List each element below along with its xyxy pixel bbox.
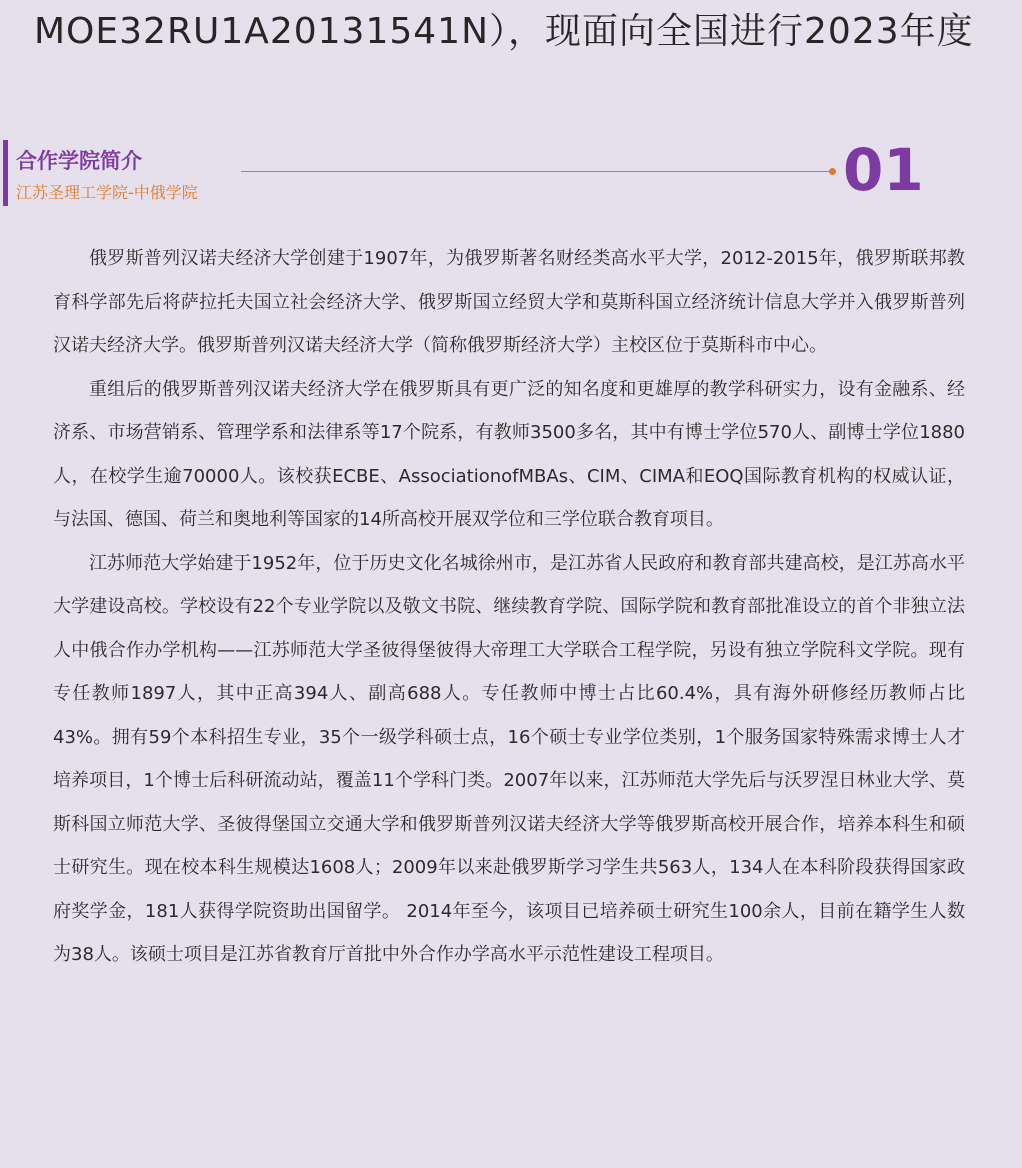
section-title: 合作学院简介 (16, 149, 142, 173)
section-divider-line (241, 171, 831, 172)
section-subtitle: 江苏圣理工学院-中俄学院 (16, 183, 198, 202)
paragraph-plekhanov-details: 重组后的俄罗斯普列汉诺夫经济大学在俄罗斯具有更广泛的知名度和更雄厚的教学科研实力，设有金融系、经济系、市场营销系、管理学系和法律系等17个院系，有教师3500多名，其中有博士学位570人、副博士学位1880人，在校学生逾70000人。该校获ECBE、AssociationofMBAs、CIM、CIMA和EOQ国际教育机构的权威认证，与法国、德国、荷兰和奥地利等国家的14所高校开展双学位和三学位联合教育项目。 (53, 378, 965, 530)
section-divider-dot (829, 168, 836, 175)
header-text-line: MOE32RU1A20131541N），现面向全国进行2023年度 (34, 11, 974, 52)
section-accent-bar (3, 140, 8, 206)
paragraph-plekhanov-intro: 俄罗斯普列汉诺夫经济大学创建于1907年，为俄罗斯著名财经类高水平大学，2012-2015年，俄罗斯联邦教育科学部先后将萨拉托夫国立社会经济大学、俄罗斯国立经贸大学和莫斯科国立经济统计信息大学并入俄罗斯普列汉诺夫经济大学。俄罗斯普列汉诺夫经济大学（简称俄罗斯经济大学）主校区位于莫斯科市中心。 (53, 248, 965, 356)
section-header (0, 138, 1022, 208)
section-number: 01 (843, 136, 924, 204)
paragraph-jsnu-intro: 江苏师范大学始建于1952年，位于历史文化名城徐州市，是江苏省人民政府和教育部共建高校，是江苏高水平大学建设高校。学校设有22个专业学院以及敬文书院、继续教育学院、国际学院和教育部批准设立的首个非独立法人中俄合作办学机构——江苏师范大学圣彼得堡彼得大帝理工大学联合工程学院，另设有独立学院科文学院。现有专任教师1897人，其中正高394人、副高688人。专任教师中博士占比60.4%，具有海外研修经历教师占比43%。拥有59个本科招生专业，35个一级学科硕士点，16个硕士专业学位类别，1个服务国家特殊需求博士人才培养项目，1个博士后科研流动站，覆盖11个学科门类。2007年以来，江苏师范大学先后与沃罗涅日林业大学、莫斯科国立师范大学、圣彼得堡国立交通大学和俄罗斯普列汉诺夫经济大学等俄罗斯高校开展合作，培养本科生和硕士研究生。现在校本科生规模达1608人；2009年以来赴俄罗斯学习学生共563人，134人在本科阶段获得国家政府奖学金，181人获得学院资助出国留学。 2014年至今，该项目已培养硕士研究生100余人，目前在籍学生人数为38人。该硕士项目是江苏省教育厅首批中外合作办学高水平示范性建设工程项目。 (53, 552, 965, 965)
article-body (53, 237, 965, 977)
